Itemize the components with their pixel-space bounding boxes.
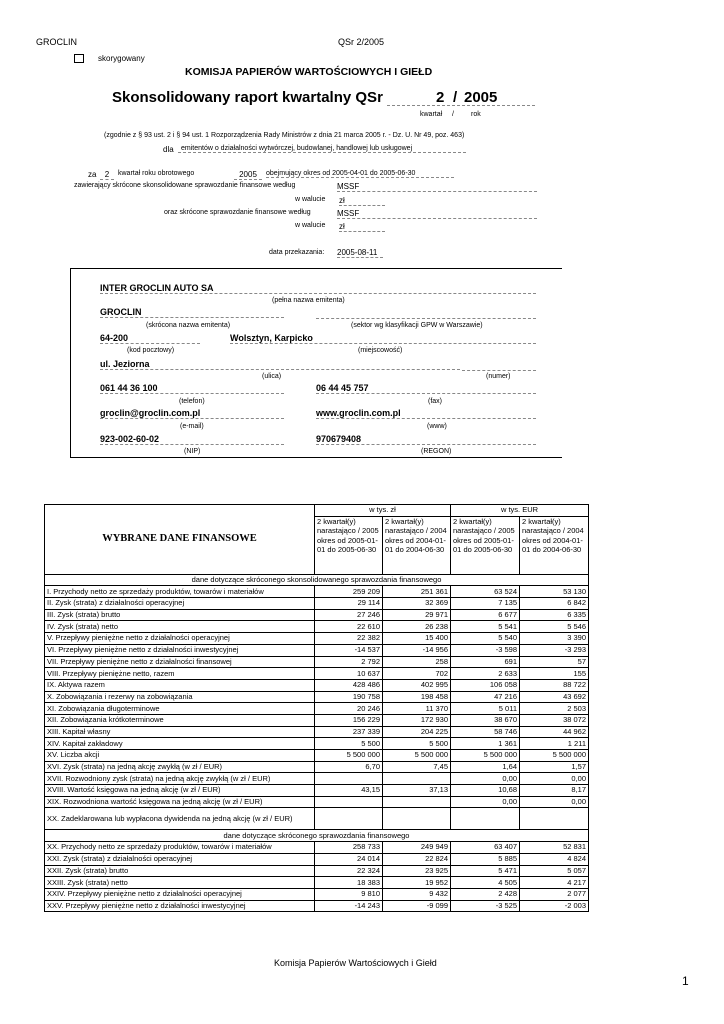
row-value: 237 339 [315, 726, 383, 738]
row-value: 1 211 [520, 738, 589, 750]
row-label: XXII. Zysk (strata) brutto [45, 865, 315, 877]
row-value: 27 246 [315, 609, 383, 621]
table-row [45, 668, 589, 680]
table-row [45, 796, 589, 808]
row-value: 29 971 [383, 609, 451, 621]
row-value: 0,00 [520, 796, 589, 808]
number-label: (numer) [486, 373, 511, 380]
table-row [45, 609, 589, 621]
row-label: II. Zysk (strata) z działalności operacyjnej [45, 598, 315, 610]
row-value: 53 130 [520, 586, 589, 598]
table-row [45, 621, 589, 633]
row-value: 88 722 [520, 679, 589, 691]
consolidated-std: MSSF [337, 182, 537, 192]
postal-code: 64-200 [100, 333, 200, 344]
row-value: 10,68 [451, 785, 520, 797]
row-value: 8,17 [520, 785, 589, 797]
row-value: 15 400 [383, 633, 451, 645]
section-header: dane dotyczące skróconego sprawozdania finansowego [45, 830, 589, 842]
table-row [45, 761, 589, 773]
row-value: 44 962 [520, 726, 589, 738]
fiscal-year: 2005 [234, 170, 262, 180]
row-label: XXV. Przepływy pieniężne netto z działalności inwestycyjnej [45, 900, 315, 912]
date-value: 2005-08-11 [337, 248, 383, 258]
corrected-checkbox[interactable] [74, 54, 84, 63]
row-value: 428 486 [315, 679, 383, 691]
table-row [45, 656, 589, 668]
row-value: 204 225 [383, 726, 451, 738]
row-value: 249 949 [383, 842, 451, 854]
row-value: 26 238 [383, 621, 451, 633]
row-value: 18 383 [315, 877, 383, 889]
row-value: 1,64 [451, 761, 520, 773]
quarter-label: kwartał [420, 111, 443, 118]
row-value: 22 610 [315, 621, 383, 633]
row-value [315, 808, 383, 830]
row-value: 9 810 [315, 888, 383, 900]
row-value: 2 077 [520, 888, 589, 900]
table-row [45, 598, 589, 610]
report-slash: / [453, 89, 458, 106]
row-value: 38 670 [451, 714, 520, 726]
row-value: 22 824 [383, 853, 451, 865]
postal-label: (kod pocztowy) [127, 347, 175, 354]
row-label: IX. Aktywa razem [45, 679, 315, 691]
row-label: XII. Zobowiązania krótkoterminowe [45, 714, 315, 726]
table-row [45, 586, 589, 598]
table-row [45, 633, 589, 645]
for-label: dla [163, 145, 174, 154]
quarter-text: kwartał roku obrotowego [118, 170, 195, 177]
row-value: 0,00 [451, 796, 520, 808]
standalone-std: MSSF [337, 209, 537, 219]
row-value: 7 135 [451, 598, 520, 610]
row-value: 10 637 [315, 668, 383, 680]
number-underline [462, 370, 536, 371]
row-value: 172 930 [383, 714, 451, 726]
row-value: 6,70 [315, 761, 383, 773]
row-value: 691 [451, 656, 520, 668]
row-value: 4 824 [520, 853, 589, 865]
row-value [383, 796, 451, 808]
row-value: 702 [383, 668, 451, 680]
row-label: III. Zysk (strata) brutto [45, 609, 315, 621]
row-label: VIII. Przepływy pieniężne netto, razem [45, 668, 315, 680]
row-value: -14 537 [315, 644, 383, 656]
row-value: 156 229 [315, 714, 383, 726]
row-value: -14 243 [315, 900, 383, 912]
unit-pln: w tys. zł [315, 505, 451, 517]
row-value: 5 500 000 [520, 750, 589, 762]
row-value: 58 746 [451, 726, 520, 738]
row-value: 22 324 [315, 865, 383, 877]
row-value: 6 335 [520, 609, 589, 621]
report-year: 2005 [464, 89, 498, 106]
table-row [45, 888, 589, 900]
row-label: XIII. Kapitał własny [45, 726, 315, 738]
col-header: 2 kwartał(y) narastająco / 2004 okres od 2004-01-01 do 2004-06-30 [520, 516, 589, 574]
footer-commission: Komisja Papierów Wartościowych i Giełd [274, 958, 437, 968]
city: Wolsztyn, Karpicko [230, 333, 536, 344]
row-value: 22 382 [315, 633, 383, 645]
row-value: 52 831 [520, 842, 589, 854]
row-value: 5 546 [520, 621, 589, 633]
for-value: emitentów o działalności wytwórczej, budowlanej, handlowej lub usługowej [178, 145, 466, 153]
year-label: rok [471, 111, 481, 118]
table-row [45, 691, 589, 703]
table-row [45, 853, 589, 865]
row-label: XVII. Rozwodniony zysk (strata) na jedną akcję zwykłą (w zł / EUR) [45, 773, 315, 785]
row-value: 190 758 [315, 691, 383, 703]
row-value: 19 952 [383, 877, 451, 889]
section-row [45, 574, 589, 586]
row-value: 5 500 000 [451, 750, 520, 762]
row-value: 63 524 [451, 586, 520, 598]
row-value: 24 014 [315, 853, 383, 865]
currency-label-2: w walucie [295, 222, 326, 229]
section-header: dane dotyczące skróconego skonsolidowanego sprawozdania finansowego [45, 574, 589, 586]
row-label: V. Przepływy pieniężne netto z działalności operacyjnej [45, 633, 315, 645]
row-label: XX. Zadeklarowana lub wypłacona dywidenda na jedną akcję (w zł / EUR) [45, 808, 315, 830]
table-title: WYBRANE DANE FINANSOWE [45, 505, 315, 575]
row-label: XIV. Kapitał zakładowy [45, 738, 315, 750]
row-value: 0,00 [520, 773, 589, 785]
company-short-name-label: (skrócona nazwa emitenta) [146, 322, 231, 329]
row-value: -3 598 [451, 644, 520, 656]
row-value: 63 407 [451, 842, 520, 854]
row-value: 38 072 [520, 714, 589, 726]
row-value: 258 733 [315, 842, 383, 854]
regulation-text: (zgodnie z § 93 ust. 2 i § 94 ust. 1 Rozporządzenia Rady Ministrów z dnia 21 marca 2005 r. - Dz. U. Nr 49, poz. 463) [104, 132, 465, 139]
row-label: XXI. Zysk (strata) z działalności operacyjnej [45, 853, 315, 865]
za-label: za [88, 170, 97, 179]
row-value: 5 500 [315, 738, 383, 750]
row-label: X. Zobowiązania i rezerwy na zobowiązania [45, 691, 315, 703]
row-value: -14 956 [383, 644, 451, 656]
row-value: 3 390 [520, 633, 589, 645]
table-row [45, 877, 589, 889]
row-value: 6 842 [520, 598, 589, 610]
company-full-name-label: (pełna nazwa emitenta) [272, 297, 345, 304]
period-text: obejmujący okres od 2005-04-01 do 2005-06-30 [266, 170, 454, 178]
row-label: XVI. Zysk (strata) na jedną akcję zwykłą (w zł / EUR) [45, 761, 315, 773]
currency-label-1: w walucie [295, 196, 326, 203]
row-value: 155 [520, 668, 589, 680]
row-value: 4 217 [520, 877, 589, 889]
row-label: VI. Przepływy pieniężne netto z działalności inwestycyjnej [45, 644, 315, 656]
row-value: 5 541 [451, 621, 520, 633]
header-center: QSr 2/2005 [338, 37, 385, 47]
row-value: 5 011 [451, 703, 520, 715]
www-label: (www) [427, 423, 447, 430]
consolidated-label: zawierający skrócone skonsolidowane sprawozdanie finansowe według [74, 182, 296, 189]
row-value: 43,15 [315, 785, 383, 797]
row-value: 259 209 [315, 586, 383, 598]
row-label: XV. Liczba akcji [45, 750, 315, 762]
street: ul. Jeziorna [100, 359, 460, 370]
table-row [45, 703, 589, 715]
row-label: VII. Przepływy pieniężne netto z działalności finansowej [45, 656, 315, 668]
row-value: -9 099 [383, 900, 451, 912]
row-value: 2 428 [451, 888, 520, 900]
row-value: 5 057 [520, 865, 589, 877]
company-short-name: GROCLIN [100, 307, 284, 318]
col-header: 2 kwartał(y) narastająco / 2005 okres od 2005-01-01 do 2005-06-30 [451, 516, 520, 574]
company-full-name: INTER GROCLIN AUTO SA [100, 283, 536, 294]
row-value: 2 792 [315, 656, 383, 668]
row-value: 9 432 [383, 888, 451, 900]
fax: 06 44 45 757 [316, 383, 536, 394]
regon: 970679408 [316, 434, 536, 445]
row-value: 57 [520, 656, 589, 668]
row-value: 6 677 [451, 609, 520, 621]
regon-label: (REGON) [421, 448, 452, 455]
row-value: 258 [383, 656, 451, 668]
row-value: -3 525 [451, 900, 520, 912]
row-label: XIX. Rozwodniona wartość księgowa na jedną akcję (w zł / EUR) [45, 796, 315, 808]
row-label: XXIII. Zysk (strata) netto [45, 877, 315, 889]
row-value: 5 540 [451, 633, 520, 645]
nip-label: (NIP) [184, 448, 201, 455]
row-value: 2 633 [451, 668, 520, 680]
row-value: 106 058 [451, 679, 520, 691]
table-row [45, 773, 589, 785]
table-row [45, 842, 589, 854]
col-header: 2 kwartał(y) narastająco / 2005 okres od 2005-01-01 do 2005-06-30 [315, 516, 383, 574]
row-value: 47 216 [451, 691, 520, 703]
page-number: 1 [682, 974, 689, 988]
row-value: 402 995 [383, 679, 451, 691]
row-value: -2 003 [520, 900, 589, 912]
commission-title: KOMISJA PAPIERÓW WARTOŚCIOWYCH I GIEŁD [185, 66, 433, 78]
street-label: (ulica) [262, 373, 282, 380]
row-value: 0,00 [451, 773, 520, 785]
row-label: XXIV. Przepływy pieniężne netto z działalności operacyjnej [45, 888, 315, 900]
row-value [383, 808, 451, 830]
row-value [451, 808, 520, 830]
email: groclin@groclin.com.pl [100, 408, 284, 419]
row-value: 5 500 000 [383, 750, 451, 762]
currency-1: zł [339, 196, 385, 206]
table-row [45, 900, 589, 912]
row-value: 20 246 [315, 703, 383, 715]
sector-underline [316, 318, 536, 319]
row-label: XI. Zobowiązania długoterminowe [45, 703, 315, 715]
row-value: 7,45 [383, 761, 451, 773]
report-title: Skonsolidowany raport kwartalny QSr [112, 89, 383, 106]
row-value: 23 925 [383, 865, 451, 877]
row-label: XX. Przychody netto ze sprzedaży produktów, towarów i materiałów [45, 842, 315, 854]
row-value: 5 500 [383, 738, 451, 750]
row-value: 5 885 [451, 853, 520, 865]
row-label: XVIII. Wartość księgowa na jedną akcję (w zł / EUR) [45, 785, 315, 797]
currency-2: zł [339, 222, 385, 232]
table-row [45, 738, 589, 750]
row-value [315, 773, 383, 785]
row-value: 11 370 [383, 703, 451, 715]
table-row [45, 750, 589, 762]
date-label: data przekazania: [269, 249, 325, 256]
row-label: IV. Zysk (strata) netto [45, 621, 315, 633]
row-value [383, 773, 451, 785]
row-value: 29 114 [315, 598, 383, 610]
table-row [45, 785, 589, 797]
table-row [45, 714, 589, 726]
row-value: 5 471 [451, 865, 520, 877]
row-value: 32 369 [383, 598, 451, 610]
quarter-num: 2 [100, 170, 114, 180]
table-row [45, 865, 589, 877]
row-value [315, 796, 383, 808]
phone-label: (telefon) [179, 398, 205, 405]
table-row [45, 808, 589, 830]
report-period-underline [387, 105, 535, 106]
slash-label: / [452, 111, 454, 118]
corrected-label: skorygowany [98, 54, 145, 63]
city-label: (miejscowość) [358, 347, 403, 354]
standalone-label: oraz skrócone sprawozdanie finansowe według [164, 209, 311, 216]
row-value: 43 692 [520, 691, 589, 703]
row-value: 37,13 [383, 785, 451, 797]
row-value: 4 505 [451, 877, 520, 889]
table-row [45, 726, 589, 738]
fax-label: (fax) [428, 398, 442, 405]
phone: 061 44 36 100 [100, 383, 284, 394]
report-quarter: 2 [436, 89, 445, 106]
unit-eur: w tys. EUR [451, 505, 589, 517]
www: www.groclin.com.pl [316, 408, 536, 419]
row-label: I. Przychody netto ze sprzedaży produktów, towarów i materiałów [45, 586, 315, 598]
section-row [45, 830, 589, 842]
financial-table [44, 504, 589, 912]
row-value: -3 293 [520, 644, 589, 656]
row-value: 1,57 [520, 761, 589, 773]
row-value: 2 503 [520, 703, 589, 715]
row-value: 198 458 [383, 691, 451, 703]
row-value: 5 500 000 [315, 750, 383, 762]
nip: 923-002-60-02 [100, 434, 284, 445]
table-row [45, 679, 589, 691]
col-header: 2 kwartał(y) narastająco / 2004 okres od 2004-01-01 do 2004-06-30 [383, 516, 451, 574]
sector-label: (sektor wg klasyfikacji GPW w Warszawie) [351, 322, 483, 329]
table-row [45, 644, 589, 656]
row-value: 251 361 [383, 586, 451, 598]
row-value: 1 361 [451, 738, 520, 750]
header-left: GROCLIN [36, 37, 78, 47]
email-label: (e-mail) [180, 423, 204, 430]
row-value [520, 808, 589, 830]
